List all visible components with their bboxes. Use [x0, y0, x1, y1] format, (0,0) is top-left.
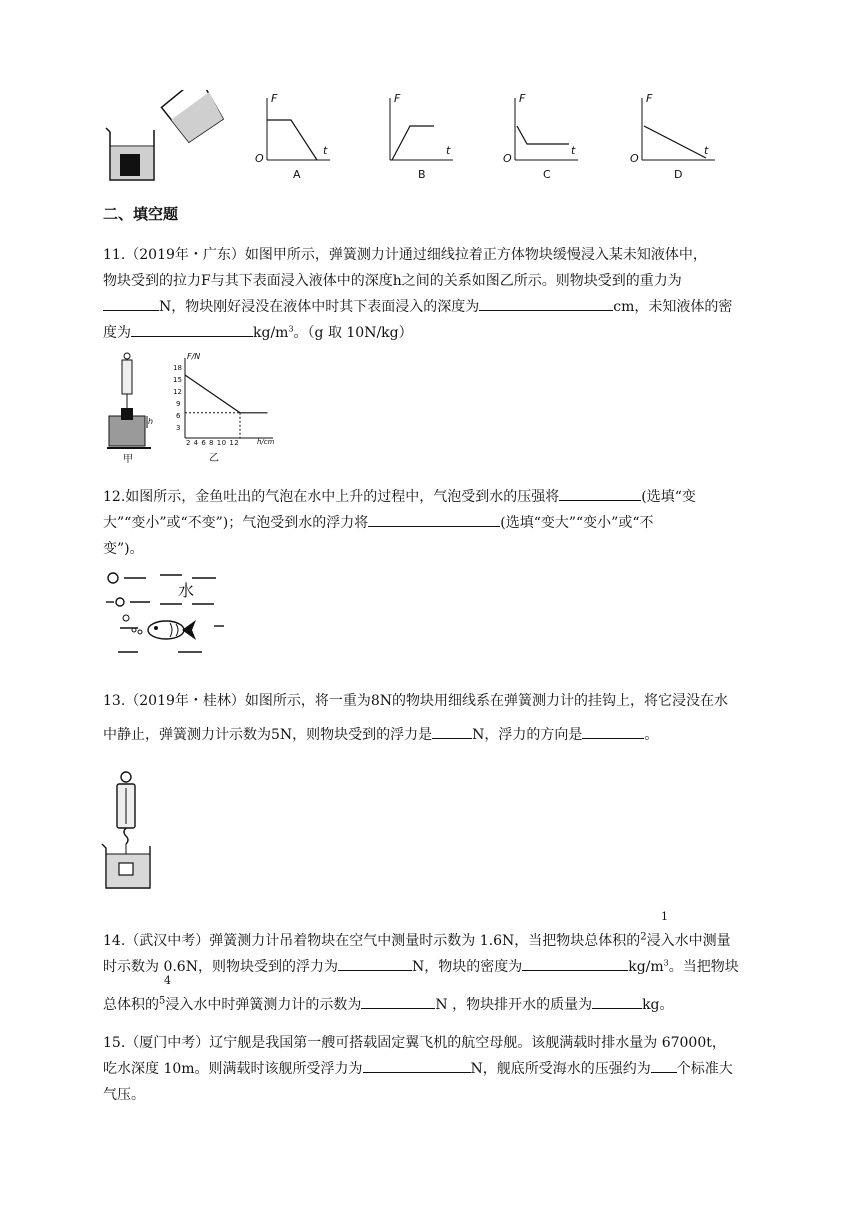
y-tick: 6 — [176, 412, 181, 420]
answer-blank[interactable] — [522, 956, 628, 971]
axis-x-label: t — [571, 144, 576, 157]
q12-line2 — [103, 512, 654, 532]
spring-scale-beaker-figure — [100, 770, 160, 892]
axis-y-label: F — [646, 92, 653, 105]
q13-figure — [100, 770, 160, 892]
q12-line2-text-a: 大”“变小”或“不变”)；气泡受到水的浮力将 — [103, 515, 369, 531]
fraction-denominator: 5 — [159, 995, 166, 1007]
axis-y-label: F — [394, 92, 401, 105]
axis-y-label: F — [519, 92, 526, 105]
q15-line3: 气压。 — [103, 1087, 145, 1103]
answer-blank[interactable] — [363, 1058, 471, 1073]
graph-option-d — [630, 92, 720, 182]
q15-line2-text-c: 个标准大 — [676, 1061, 733, 1077]
q12-line1-text-a: 12.如图所示，金鱼吐出的气泡在水中上升的过程中，气泡受到水的压强将 — [103, 489, 560, 505]
q14-line3-text-c: N ，物块排开水的质量为 — [435, 997, 593, 1013]
answer-blank[interactable] — [651, 1058, 677, 1073]
axis-x-label: t — [704, 144, 709, 157]
q14-line2-text-d: 。当把物块 — [668, 959, 739, 975]
q12-line2-text-b: (选填“变大”“变小”或“不 — [500, 515, 654, 531]
origin-label: O — [503, 152, 512, 165]
chart-x-label: h/cm — [257, 438, 275, 446]
caption-right: 乙 — [209, 453, 219, 464]
section-title: 二、填空题 — [103, 205, 179, 223]
fraction-numerator: 1 — [661, 910, 668, 923]
y-tick: 3 — [176, 424, 181, 432]
axis-x-label: t — [446, 144, 451, 157]
q15-line1: 15.（厦门中考）辽宁舰是我国第一艘可搭载固定翼飞机的航空母舰。该舰满载时排水量为 67000t， — [103, 1035, 726, 1051]
q12-line3: 变”)。 — [103, 541, 144, 557]
fish-bubbles-figure — [104, 568, 234, 660]
answer-blank[interactable] — [103, 296, 159, 311]
q15-line2 — [103, 1058, 733, 1078]
q14-line3-text-d: kg。 — [642, 997, 674, 1013]
answer-blank[interactable] — [432, 724, 472, 739]
graph-option-c — [503, 92, 583, 182]
option-label-d: D — [674, 168, 683, 181]
q13-line1: 13.（2019年・桂林）如图所示，将一重为8N的物块用细线系在弹簧测力计的挂钩上，将它浸没在水 — [103, 693, 729, 709]
q11-line4-unit: kg/m — [253, 325, 289, 341]
y-tick: 9 — [176, 400, 181, 408]
q13-line2-text-c: 。 — [644, 727, 659, 743]
q15-line2-text-a: 吃水深度 10m。则满载时该舰所受浮力为 — [103, 1061, 363, 1077]
y-tick: 15 — [173, 376, 182, 384]
answer-blank[interactable] — [582, 724, 644, 739]
origin-label: O — [255, 152, 264, 165]
option-label-b: B — [418, 168, 426, 181]
q14-line1-text-b: 浸入水中测量 — [646, 933, 731, 949]
answer-blank[interactable] — [361, 994, 435, 1009]
q14-line3-text-a: 总体积的 — [103, 997, 159, 1013]
water-label: 水 — [178, 581, 195, 600]
q15-line2-text-b: N，舰底所受海水的压强约为 — [470, 1061, 651, 1077]
q11-line4-text-a: 度为 — [103, 325, 131, 341]
fraction-numerator: 4 — [164, 974, 171, 987]
origin-label: O — [630, 152, 639, 165]
q12-figure — [104, 568, 234, 660]
chart-y-label: F/N — [187, 352, 201, 361]
q13-line2-text-a: 中静止，弹簧测力计示数为5N，则物块受到的浮力是 — [103, 727, 433, 743]
axis-x-label: t — [323, 144, 328, 157]
q14-line2-unit: kg/m — [628, 959, 664, 975]
option-label-a: A — [293, 168, 301, 181]
answer-blank[interactable] — [131, 322, 253, 337]
q14-line2-text-b: N，物块的密度为 — [411, 959, 523, 975]
caption-left: 甲 — [123, 454, 133, 465]
chart-x-ticks: 2 4 6 8 10 12 — [186, 439, 240, 447]
answer-blank[interactable] — [338, 956, 412, 971]
superscript: 3 — [663, 958, 669, 968]
graph-option-b — [378, 92, 458, 182]
depth-mark: h — [148, 417, 154, 426]
q11-line3-text-a: N，物块刚好浸没在液体中时其下表面浸入的深度为 — [159, 299, 480, 315]
q13-line2 — [103, 724, 658, 744]
q14-line3 — [103, 994, 674, 1014]
superscript: 3 — [288, 324, 294, 334]
option-label-c: C — [543, 168, 551, 181]
q11-line3-text-b: cm，未知液体的密 — [613, 299, 733, 315]
fraction-denominator: 2 — [640, 931, 647, 943]
y-tick: 12 — [173, 388, 182, 396]
y-tick: 18 — [173, 364, 182, 372]
answer-blank[interactable] — [559, 486, 641, 501]
q14-line1 — [103, 930, 731, 950]
answer-blank[interactable] — [368, 512, 500, 527]
force-depth-chart — [167, 352, 277, 452]
axis-y-label: F — [271, 92, 278, 105]
q11-line4-text-c: 。（g 取 10N/kg） — [293, 325, 413, 341]
force-curve — [185, 375, 268, 413]
q12-line1-text-b: (选填“变 — [641, 489, 696, 505]
q11-line2: 物块受到的拉力F与其下表面浸入液体中的深度h之间的关系如图乙所示。则物块受到的重力为 — [103, 273, 682, 289]
q11-line1: 11.（2019年・广东）如图甲所示，弹簧测力计通过细线拉着正方体物块缓慢浸入某未知液体中， — [103, 247, 707, 263]
chart-y-ticks — [173, 362, 183, 434]
q14-line3-text-b: 浸入水中时弹簧测力计的示数为 — [165, 997, 362, 1013]
answer-blank[interactable] — [479, 296, 613, 311]
q14-line2 — [103, 956, 739, 976]
q14-line1-text-a: 14.（武汉中考）弹簧测力计吊着物块在空气中测量时示数为 1.6N，当把物块总体积的 — [103, 933, 641, 949]
q11-line4 — [103, 322, 413, 342]
graph-option-a — [255, 92, 335, 182]
answer-blank[interactable] — [592, 994, 642, 1009]
q12-line1 — [103, 486, 696, 506]
q14-line2-text-a: 时示数为 0.6N，则物块受到的浮力为 — [103, 959, 338, 975]
q11-figure — [105, 352, 275, 465]
q11-line3 — [103, 296, 732, 316]
q13-line2-text-b: N，浮力的方向是 — [472, 727, 583, 743]
